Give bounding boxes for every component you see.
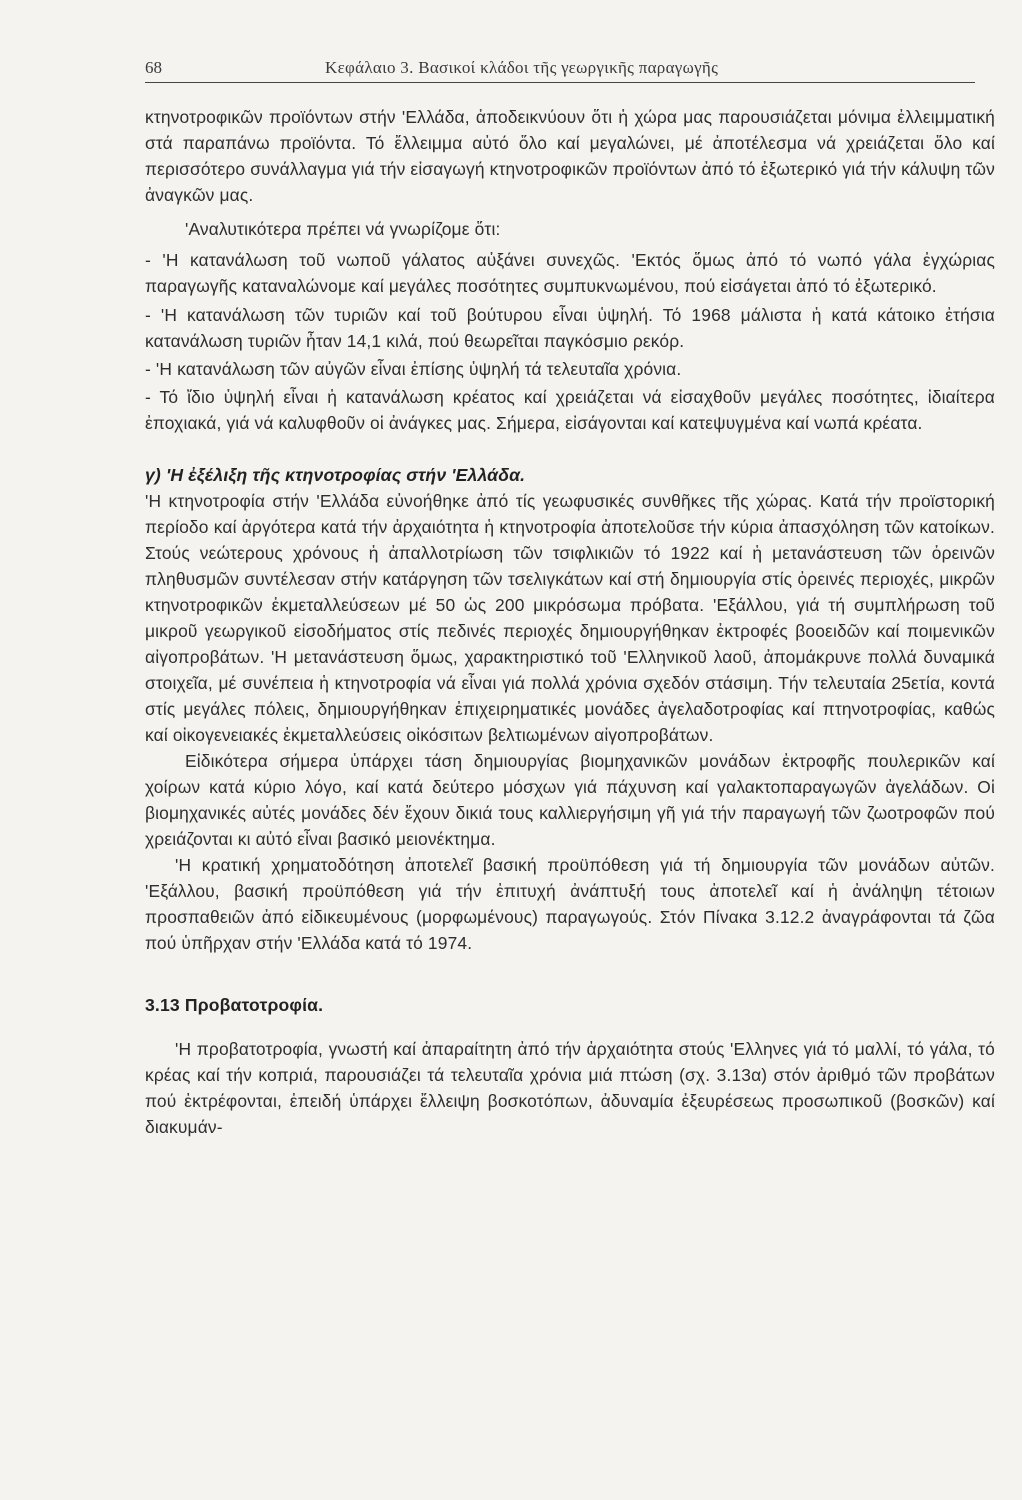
- paragraph: 'Αναλυτικότερα πρέπει νά γνωρίζομε ὅτι:: [185, 219, 501, 239]
- paragraph: κτηνοτροφικῶν προϊόντων στήν 'Ελλάδα, ἀποδεικνύουν ὅτι ἡ χώρα μας παρουσιάζεται μόνιμα ἐλλειμματική στά παραπάνω προϊόντα. Τό ἔλλειμμα αὐτό ὅλο καί μεγαλώνει, μέ ἀποτέλεσμα νά χρειάζεται ὅλο καί περισσότερο συνάλλαγμα γιά τήν εἰσαγωγή κτηνοτροφικῶν προϊόντων ἀπό τό ἐξωτερικό γιά τήν κάλυψη τῶν ἀναγκῶν μας.: [145, 107, 995, 205]
- running-title: Κεφάλαιο 3. Βασικοί κλάδοι τῆς γεωργικῆς παραγωγῆς: [325, 58, 719, 77]
- bullet-item: - 'Η κατανάλωση τῶν τυριῶν καί τοῦ βούτυρου εἶναι ὑψηλή. Τό 1968 μάλιστα ἡ κατά κάτοικο ἐτήσια κατανάλωση τυριῶν ἦταν 14,1 κιλά, πού θεωρεῖται παγκόσμιο ρεκόρ.: [145, 305, 995, 351]
- page-number: 68: [145, 58, 162, 77]
- bullet-item: - Τό ἴδιο ὑψηλή εἶναι ἡ κατανάλωση κρέατος καί χρειάζεται νά εἰσαχθοῦν μεγάλες ποσότητες, ἰδιαίτερα ἐποχιακά, γιά νά καλυφθοῦν οἱ ἀνάγκες μας. Σήμερα, εἰσάγονται καί κατεψυγμένα καί νωπά κρέατα.: [145, 387, 995, 433]
- paragraph: 'Η προβατοτροφία, γνωστή καί ἀπαραίτητη ἀπό τήν ἀρχαιότητα στούς 'Ελληνες γιά τό μαλλί, τό γάλα, τό κρέας καί τήν κοπριά, παρουσιάζει τά τελευταῖα χρόνια μιά πτώση (σχ. 3.13α) στόν ἀριθμό τῶν προβάτων πού ἐκτρέφονται, ἐπειδή ὑπάρχει ἔλλειψη βοσκοτόπων, ἀδυναμία ἐξευρέσεως προσωπικοῦ (βοσκῶν) καί διακυμάν-: [145, 1039, 995, 1137]
- header-rule: [145, 82, 975, 83]
- paragraph: 'Η κρατική χρηματοδότηση ἀποτελεῖ βασική προϋπόθεση γιά τή δημιουργία τῶν μονάδων αὐτῶν. 'Εξάλλου, βασική προϋπόθεση γιά τήν ἐπιτυχή ἀνάπτυξή τους ἀποτελεῖ καί ἡ ἀνάληψη τέτοιων προσπαθειῶν ἀπό εἰδικευμένους (μορφωμένους) παραγωγούς. Στόν Πίνακα 3.12.2 ἀναγράφονται τά ζῶα πού ὑπῆρχαν στήν 'Ελλάδα κατά τό 1974.: [145, 855, 995, 953]
- page-body: [145, 104, 995, 1140]
- subsection-heading: γ) 'Η ἐξέλιξη τῆς κτηνοτροφίας στήν 'Ελλάδα.: [145, 465, 526, 485]
- paragraph: 'Η κτηνοτροφία στήν 'Ελλάδα εὐνοήθηκε ἀπό τίς γεωφυσικές συνθῆκες τῆς χώρας. Κατά τήν προϊστορική περίοδο καί ἀργότερα κατά τήν ἀρχαιότητα ἡ κτηνοτροφία ἀποτελοῦσε τήν κύρια ἀπασχόληση τῶν κατοίκων. Στούς νεώτερους χρόνους ἡ ἀπαλλοτρίωση τῶν τσιφλικιῶν τό 1922 καί ἡ μετανάστευση τῶν ὀρεινῶν πληθυσμῶν συντέλεσαν στήν κατάργηση τῶν τσελιγκάτων καί στή δημιουργία στίς ὀρεινές περιοχές, μικρῶν κτηνοτροφικῶν ἐκμεταλλεύσεων μέ 50 ὡς 200 μικρόσωμα πρόβατα. 'Εξάλλου, γιά τή συμπλήρωση τοῦ μικροῦ γεωργικοῦ εἰσοδήματος στίς πεδινές περιοχές δημιουργήθηκαν ἐκτροφές βοοειδῶν καί ποιμενικῶν αἰγοπροβάτων. 'Η μετανάστευση ὅμως, χαρακτηριστικό τοῦ 'Ελληνικοῦ λαοῦ, ἀπομάκρυνε πολλά δυναμικά στοιχεῖα, μέ συνέπεια ἡ κτηνοτροφία νά εἶναι γιά πολλά χρόνια σχεδόν στάσιμη. Τήν τελευταία 25ετία, κοντά στίς μεγάλες πόλεις, δημιουργήθηκαν ἐπιχειρηματικές μονάδες ἀγελαδοτροφίας καί πτηνοτροφίας, καθώς καί οἰκογενειακές ἐκμεταλλεύσεις οἰκόσιτων βελτιωμένων αἰγοπροβάτων.: [145, 491, 995, 745]
- bullet-item: - 'Η κατανάλωση τοῦ νωποῦ γάλατος αὐξάνει συνεχῶς. 'Εκτός ὅμως ἀπό τό νωπό γάλα ἐγχώριας παραγωγῆς καταναλώνομε καί μεγάλες ποσότητες συμπυκνωμένου, πού εἰσάγεται ἀπό τό ἐξωτερικό.: [145, 250, 995, 296]
- section-heading: 3.13 Προβατοτροφία.: [145, 995, 324, 1015]
- bullet-item: - 'Η κατανάλωση τῶν αὐγῶν εἶναι ἐπίσης ὑψηλή τά τελευταῖα χρόνια.: [145, 359, 682, 379]
- paragraph: Εἰδικότερα σήμερα ὑπάρχει τάση δημιουργίας βιομηχανικῶν μονάδων ἐκτροφῆς πουλερικῶν καί χοίρων κατά κύριο λόγο, καί κατά δεύτερο μόσχων γιά πάχυνση καί γαλακτοπαραγωγῶν ἀγελάδων. Οἱ βιομηχανικές αὐτές μονάδες δέν ἔχουν δικιά τους καλλιεργήσιμη γῆ γιά τήν παραγωγή τῶν ζωοτροφῶν πού χρειάζονται κι αὐτό εἶναι βασικό μειονέκτημα.: [145, 751, 995, 849]
- page-header: [145, 58, 975, 82]
